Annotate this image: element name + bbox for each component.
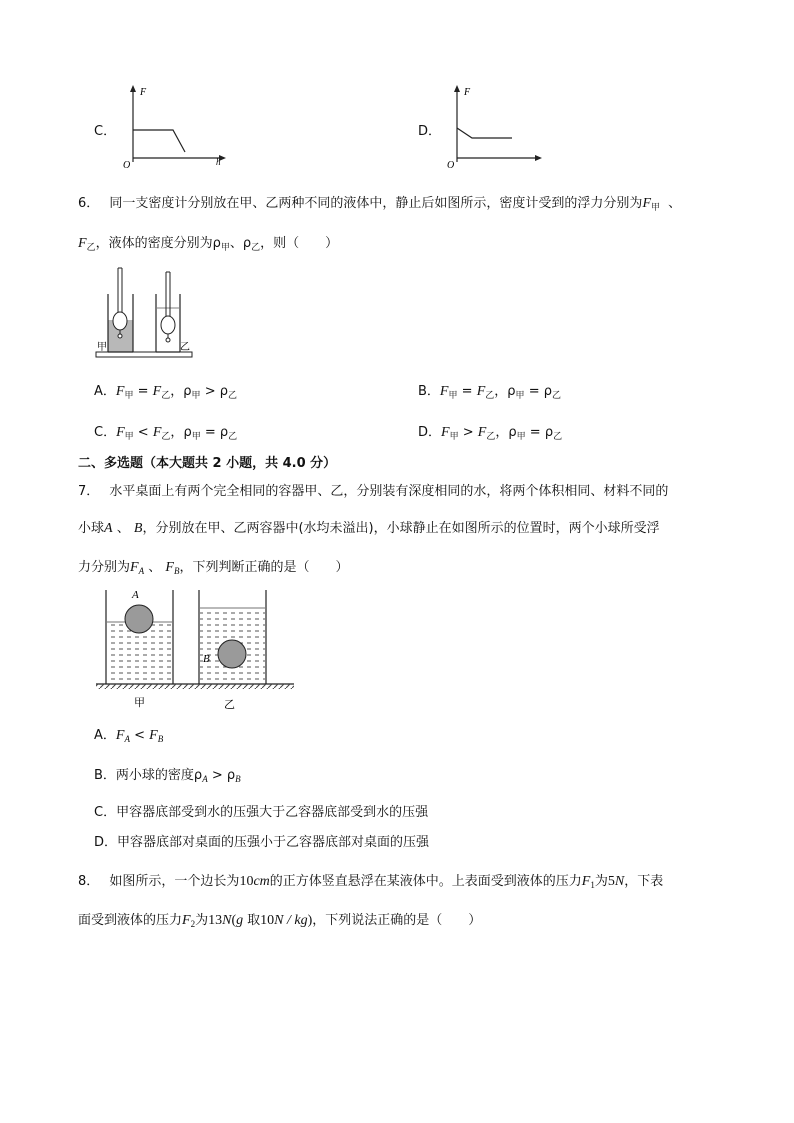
axis-origin-label: O xyxy=(447,160,455,170)
q6-text: ，则（ ） xyxy=(260,236,339,251)
yi-subscript: 乙 xyxy=(486,432,496,442)
rho-symbol: ρ xyxy=(508,425,517,440)
yi-subscript: 乙 xyxy=(161,391,171,401)
q8-line1 xyxy=(78,870,663,890)
jia-subscript: 甲 xyxy=(191,391,201,401)
figure-label-yi: 乙 xyxy=(180,342,190,353)
yi-subscript: 乙 xyxy=(228,432,238,442)
f-symbol: F xyxy=(441,425,450,440)
q7-option-b[interactable] xyxy=(94,764,241,784)
q8-text: 为 xyxy=(594,874,608,889)
jia-subscript: 甲 xyxy=(449,432,459,442)
f-symbol: F xyxy=(116,425,125,440)
q6-option-d[interactable] xyxy=(418,421,562,442)
value: 13 xyxy=(208,913,223,928)
rho-symbol: ρ xyxy=(544,425,554,440)
q8-text: 取 xyxy=(247,913,261,928)
jia-subscript: 甲 xyxy=(515,391,525,401)
q7-option-d[interactable]: D．甲容器底部对桌面的压强小于乙容器底部对桌面的压强 xyxy=(94,835,430,850)
figure-label-jia: 甲 xyxy=(97,342,107,353)
q8-line2: 面受到液体的压力$F_2$为13N(g 取10N / kg)，下列说法正确的是（ ） xyxy=(78,913,482,929)
g-symbol: g xyxy=(236,913,244,928)
f-symbol: F xyxy=(476,384,486,399)
relation: = xyxy=(528,384,540,399)
f-symbol: F xyxy=(477,425,487,440)
f-symbol: F xyxy=(130,560,139,575)
ball-b-label: B xyxy=(203,653,210,665)
q7-number: 7． xyxy=(78,484,100,499)
q7-line2 xyxy=(78,517,660,537)
b-subscript: B xyxy=(157,734,164,744)
q8-number: 8． xyxy=(78,874,100,889)
rho-symbol: ρ xyxy=(226,768,236,783)
jia-subscript: 甲 xyxy=(124,391,134,401)
f-symbol: F xyxy=(152,384,162,399)
rho-symbol: ρ xyxy=(543,384,553,399)
jia-subscript: 甲 xyxy=(124,432,134,442)
comma: ， xyxy=(170,425,184,440)
q7-option-a[interactable] xyxy=(94,724,163,744)
comma: ， xyxy=(170,384,184,399)
f-symbol: F xyxy=(115,384,125,399)
jia-subscript: 甲 xyxy=(220,243,230,253)
subscript: 1 xyxy=(590,880,595,890)
graph-option-d xyxy=(442,82,548,170)
figure-label-jia: 甲 xyxy=(134,697,145,709)
jia-subscript: 甲 xyxy=(651,203,661,213)
q8-text: ，下表 xyxy=(624,874,664,889)
jia-subscript: 甲 xyxy=(448,391,458,401)
f-symbol: F xyxy=(642,196,651,211)
figure-label-yi: 乙 xyxy=(224,699,235,711)
q8-text: ，下列说法正确的是（ ） xyxy=(312,913,482,928)
rho-symbol: ρ xyxy=(242,236,252,251)
section-title: 二、多选题（本大题共 2 小题，共 4.0 分） xyxy=(78,456,337,471)
ball-a-symbol: A xyxy=(104,521,113,536)
a-subscript: A xyxy=(138,566,145,576)
rho-symbol: ρ xyxy=(212,236,221,251)
relation: > xyxy=(462,425,474,440)
f-symbol: F xyxy=(182,913,191,928)
ball-b-symbol: B xyxy=(133,521,143,536)
separator: 、 xyxy=(229,236,243,251)
yi-subscript: 乙 xyxy=(553,432,563,442)
f-symbol: F xyxy=(149,728,158,743)
relation: = xyxy=(137,384,149,399)
q8-text: 如图所示，一个边长为 xyxy=(109,874,240,889)
q6-option-c[interactable] xyxy=(94,421,237,442)
value: 5 xyxy=(607,874,615,889)
jia-subscript: 甲 xyxy=(516,432,526,442)
value: 10 xyxy=(239,874,254,889)
q6-text: ，液体的密度分别为 xyxy=(95,236,213,251)
yi-subscript: 乙 xyxy=(228,391,238,401)
containers-figure xyxy=(94,586,298,712)
yi-subscript: 乙 xyxy=(251,243,261,253)
q7-text: 小球 xyxy=(78,521,105,536)
f-symbol: F xyxy=(439,384,449,399)
q8-text: 的正方体竖直悬浮在某液体中。上表面受到液体的压力 xyxy=(269,874,582,889)
q7-text: ，下列判断正确的是（ ） xyxy=(179,560,349,575)
q7-line3 xyxy=(78,556,348,576)
comma: ， xyxy=(494,384,508,399)
rho-symbol: ρ xyxy=(219,384,228,399)
f-symbol: F xyxy=(78,236,87,251)
axis-f-label: F xyxy=(464,87,471,98)
relation: > xyxy=(204,384,216,399)
q7-option-c[interactable]: C．甲容器底部受到水的压强大于乙容器底部受到水的压强 xyxy=(94,805,429,820)
yi-subscript: 乙 xyxy=(552,391,562,401)
unit: N xyxy=(614,874,625,889)
q8-text: 为 xyxy=(195,913,209,928)
jia-subscript: 甲 xyxy=(191,432,201,442)
graph-option-c xyxy=(118,82,230,170)
value: 10 xyxy=(260,913,275,928)
axis-f-label: F xyxy=(140,87,147,98)
f-symbol: F xyxy=(115,728,125,743)
unit: N / kg xyxy=(274,913,308,928)
option-c-label: C． xyxy=(94,124,117,139)
relation: = xyxy=(461,384,473,399)
comma: ， xyxy=(495,425,509,440)
rho-symbol: ρ xyxy=(183,425,192,440)
axis-origin-label: O xyxy=(123,160,131,170)
yi-subscript: 乙 xyxy=(161,432,171,442)
separator: 、 xyxy=(668,196,682,211)
ball-a-label: A xyxy=(132,589,139,601)
relation: = xyxy=(204,425,216,440)
relation: < xyxy=(137,425,149,440)
q6-line1 xyxy=(78,192,681,213)
rho-symbol: ρ xyxy=(193,768,203,783)
subscript: 2 xyxy=(190,919,196,929)
option-label: C． xyxy=(94,425,117,440)
b-subscript: B xyxy=(235,774,241,784)
yi-subscript: 乙 xyxy=(86,243,96,253)
q7-line1 xyxy=(78,480,668,499)
option-d-label: D． xyxy=(418,124,442,139)
option-label: D． xyxy=(418,425,442,440)
axis-h-label: h xyxy=(216,157,221,167)
q7-text: 水平桌面上有两个完全相同的容器甲、乙，分别装有深度相同的水，将两个体积相同、材料不同的 xyxy=(109,484,669,499)
separator: 、 xyxy=(148,560,162,575)
option-text: B．两小球的密度 xyxy=(94,768,194,783)
option-label: A． xyxy=(94,384,116,399)
q6-option-b[interactable] xyxy=(418,380,561,401)
a-subscript: A xyxy=(124,734,130,744)
yi-subscript: 乙 xyxy=(485,391,495,401)
separator: 、 xyxy=(116,521,130,536)
rho-symbol: ρ xyxy=(219,425,229,440)
b-subscript: B xyxy=(173,566,180,576)
relation: > xyxy=(211,768,223,783)
f-symbol: F xyxy=(152,425,162,440)
f-symbol: F xyxy=(581,874,591,889)
relation: = xyxy=(529,425,541,440)
q7-text: 力分别为 xyxy=(78,560,131,575)
q6-line2 xyxy=(78,232,338,253)
rho-symbol: ρ xyxy=(183,384,192,399)
relation: < xyxy=(134,728,146,743)
q6-number: 6． xyxy=(78,196,100,211)
a-subscript: A xyxy=(202,774,208,784)
hydrometer-figure xyxy=(94,264,194,364)
f-symbol: F xyxy=(165,560,174,575)
rho-symbol: ρ xyxy=(507,384,516,399)
q6-option-a[interactable] xyxy=(94,380,237,401)
unit: cm xyxy=(253,874,270,889)
option-label: B． xyxy=(418,384,440,399)
unit: N xyxy=(222,913,232,928)
q8-text: 面受到液体的压力 xyxy=(78,913,183,928)
q7-text: ，分别放在甲、乙两容器中(水均未溢出)，小球静止在如图所示的位置时，两个小球所受浮 xyxy=(142,521,660,536)
q6-text: 同一支密度计分别放在甲、乙两种不同的液体中，静止后如图所示，密度计受到的浮力分别为 xyxy=(109,196,643,211)
option-label: A． xyxy=(94,728,116,743)
